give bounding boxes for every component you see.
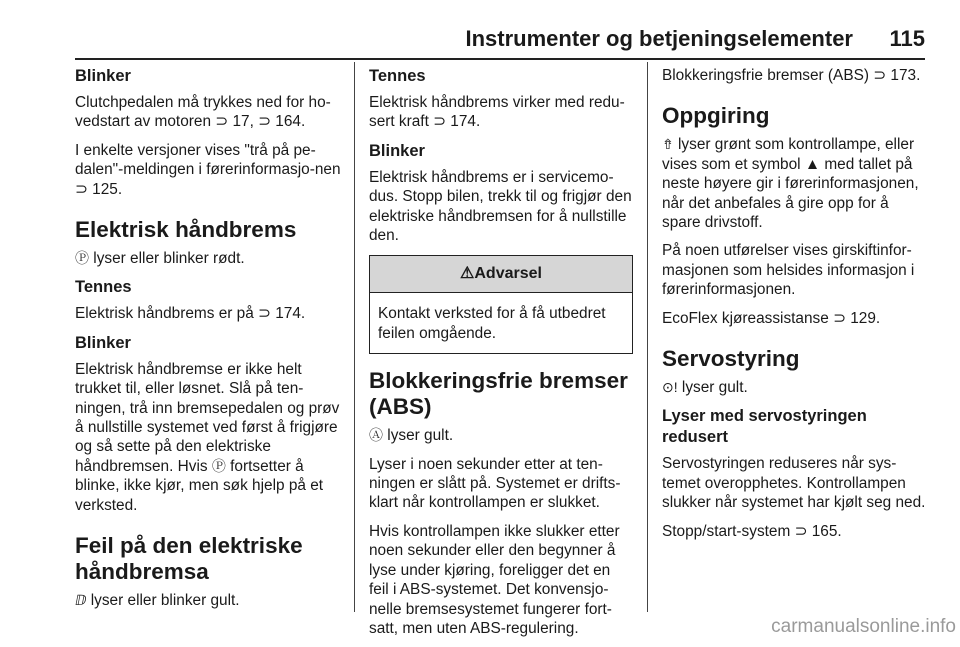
paragraph: Stopp/start-system ⊃ 165. xyxy=(662,522,842,540)
paragraph-text: lyser eller blinker gult. xyxy=(86,592,240,610)
section-heading: Blinker xyxy=(369,141,425,160)
paragraph xyxy=(369,426,633,445)
warning-box xyxy=(369,255,633,354)
paragraph-text: fortsetter å blinke, ikke kjør, men søk hjelp på et verksted. xyxy=(75,457,324,514)
column-divider xyxy=(354,62,355,612)
paragraph-text: lyser gult. xyxy=(677,379,748,397)
parking-brake-icon: Ⓟ xyxy=(75,250,89,267)
paragraph: EcoFlex kjøreassistanse ⊃ 129. xyxy=(662,309,881,327)
paragraph xyxy=(662,378,928,397)
parking-brake-icon: Ⓟ xyxy=(211,457,226,474)
watermark: carmanualsonline.info xyxy=(771,616,956,637)
paragraph-text: Elektrisk håndbremse er ikke helt trukket til, eller løsnet. Slå på ten-ningen, trå inn bremsepedalen og prøv å nullstille systemet ved først å frigjøre og så sette på den elektriske håndbremsen. Hvis xyxy=(75,360,340,475)
page-header xyxy=(75,26,925,60)
section-title: Elektrisk håndbrems xyxy=(75,217,297,243)
brake-fault-icon: ⅅ xyxy=(75,592,87,609)
section-title: Servostyring xyxy=(662,346,800,372)
paragraph: Elektrisk håndbrems er på ⊃ 174. xyxy=(75,305,306,323)
upshift-icon: ⇮ xyxy=(662,136,674,153)
paragraph xyxy=(75,360,343,515)
column-divider xyxy=(647,62,648,612)
paragraph: I enkelte versjoner vises "trå på pe-dalen"-meldingen i førerinformasjo-nen ⊃ 125. xyxy=(75,141,341,198)
section-heading: Tennes xyxy=(75,278,132,297)
paragraph-text: lyser gult. xyxy=(383,427,454,445)
warning-label: Advarsel xyxy=(474,265,542,283)
section-title: Oppgiring xyxy=(662,103,770,129)
column-1 xyxy=(75,66,343,620)
section-heading: Lyser med servostyringen redusert xyxy=(662,407,867,447)
page-number: 115 xyxy=(889,26,925,51)
paragraph xyxy=(75,591,343,610)
paragraph: Blokkeringsfrie bremser (ABS) ⊃ 173. xyxy=(662,67,921,84)
section-heading: Blinker xyxy=(75,333,131,352)
paragraph: Hvis kontrollampen ikke slukker etter noen sekunder eller den begynner å lyse under kjøring, foreligger det en feil i ABS-systemet. Det konvensjo-nelle bremsesystemet fungerer fort-satt, men uten ABS-regulering. xyxy=(369,522,620,637)
paragraph: På noen utførelser vises girskiftinfor-masjonen som helsides informasjon i førerinformasjonen. xyxy=(662,242,915,299)
paragraph: Lyser i noen sekunder etter at ten-ningen er slått på. Systemet er drifts-klart når kontrollampen er slukket. xyxy=(369,455,621,512)
warning-text: Kontakt verksted for å få utbedret feilen omgående. xyxy=(378,305,606,342)
paragraph: Clutchpedalen må trykkes ned for ho-vedstart av motoren ⊃ 17, ⊃ 164. xyxy=(75,94,331,131)
column-2 xyxy=(369,66,633,647)
paragraph xyxy=(662,135,928,232)
paragraph: Elektrisk håndbrems er i servicemo-dus. Stopp bilen, trekk til og frigjør den elektriske håndbremsen for å nullstille den. xyxy=(369,168,632,245)
paragraph: Elektrisk håndbrems virker med redu-sert kraft ⊃ 174. xyxy=(369,94,625,131)
warning-icon: ⚠ xyxy=(460,265,475,283)
warning-header xyxy=(370,256,632,293)
paragraph xyxy=(75,249,343,268)
section-title: Blokkeringsfrie bremser (ABS) xyxy=(369,368,628,420)
steering-icon: ⊙! xyxy=(662,379,678,396)
paragraph: Servostyringen reduseres når sys-temet overopphetes. Kontrollampen slukker når systemet har kjølt seg ned. xyxy=(662,455,926,512)
section-heading: Blinker xyxy=(75,67,131,85)
abs-icon: Ⓐ xyxy=(369,427,383,444)
paragraph-text: lyser grønt som kontrollampe, eller vises som et symbol ▲ med tallet på neste høyere gir i førerinformasjonen, når det anbefales å gire opp for å spare drivstoff. xyxy=(662,136,919,232)
section-title: Feil på den elektriske håndbremsa xyxy=(75,533,303,585)
paragraph-text: lyser eller blinker rødt. xyxy=(89,250,245,268)
header-title: Instrumenter og betjeningselementer xyxy=(465,26,853,51)
column-3 xyxy=(662,66,928,550)
section-heading: Tennes xyxy=(369,67,426,85)
